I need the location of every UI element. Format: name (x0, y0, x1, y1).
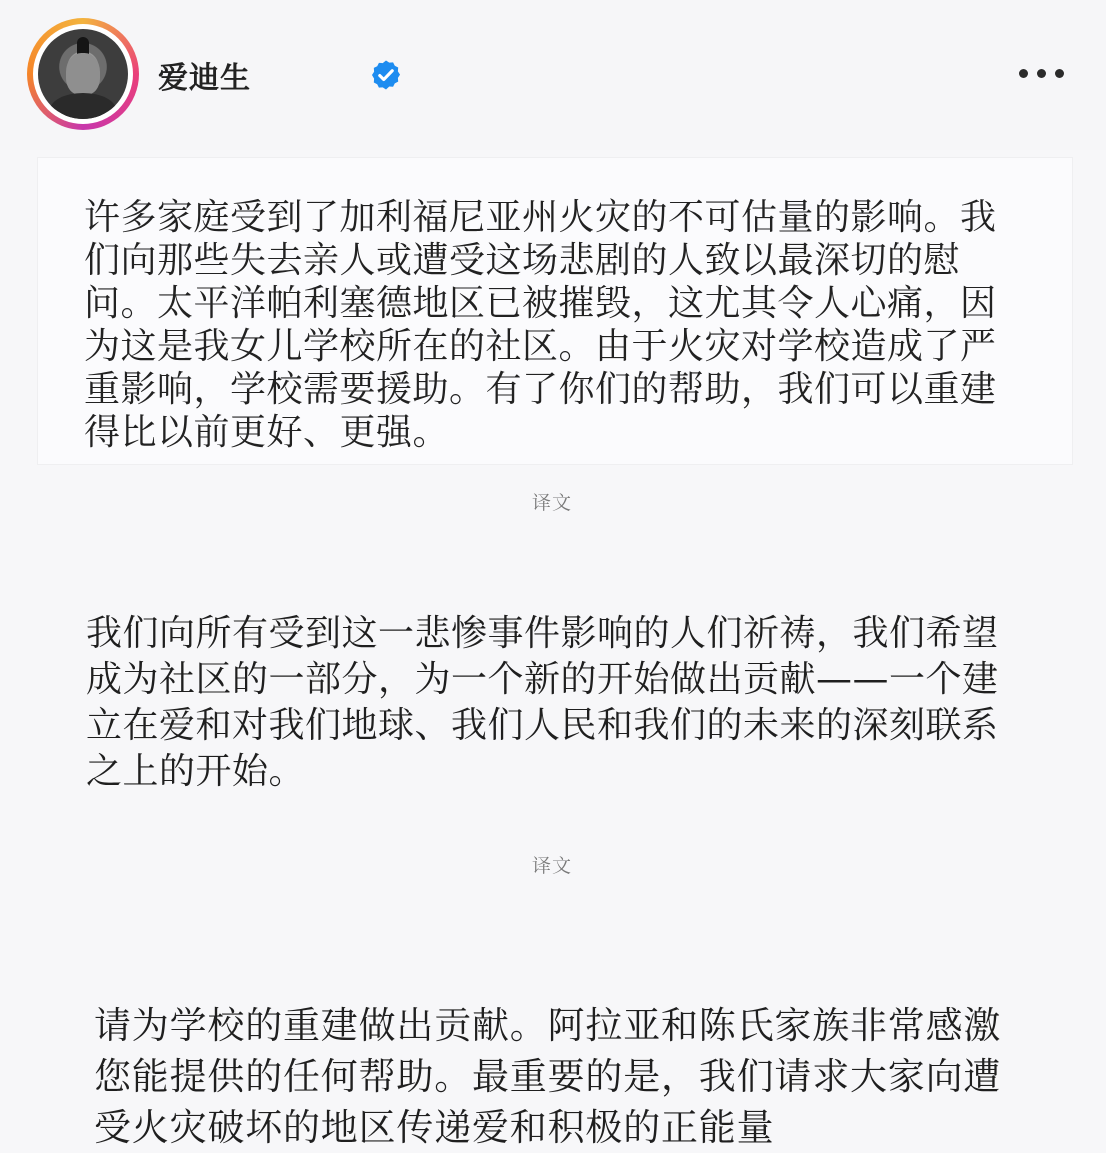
avatar-border (33, 24, 133, 124)
translate-label[interactable]: 译文 (532, 855, 573, 877)
avatar-face (66, 53, 100, 95)
more-dot (1055, 69, 1064, 78)
avatar-shoulders (50, 93, 116, 119)
avatar[interactable] (38, 29, 128, 119)
post-paragraph-2: 我们向所有受到这一悲惨事件影响的人们祈祷，我们希望成为社区的一部分，为一个新的开始做出贡献——一个建立在爱和对我们地球、我们人民和我们的未来的深刻联系之上的开始。 (86, 613, 999, 792)
post-paragraph-1: 许多家庭受到了加利福尼亚州火灾的不可估量的影响。我们向那些失去亲人或遭受这场悲剧的人致以最深切的慰问。太平洋帕利塞德地区已被摧毁，这尤其令人心痛，因为这是我女儿学校所在的社区。由于火灾对学校造成了严重影响，学校需要援助。有了你们的帮助，我们可以重建得比以前更好、更强。 (84, 197, 997, 453)
avatar-story-ring[interactable] (27, 18, 139, 130)
translate-label[interactable]: 译文 (532, 492, 573, 514)
more-dot (1019, 69, 1028, 78)
more-dot (1037, 69, 1046, 78)
verified-badge-icon (369, 58, 403, 92)
post-paragraph-3: 请为学校的重建做出贡献。阿拉亚和陈氏家族非常感激您能提供的任何帮助。最重要的是，我们请求大家向遭受火灾破坏的地区传递爱和积极的正能量 (94, 1004, 1002, 1149)
post-header (0, 0, 1106, 150)
more-options-icon[interactable] (1016, 62, 1068, 86)
username[interactable]: 爱迪生 (158, 61, 251, 96)
